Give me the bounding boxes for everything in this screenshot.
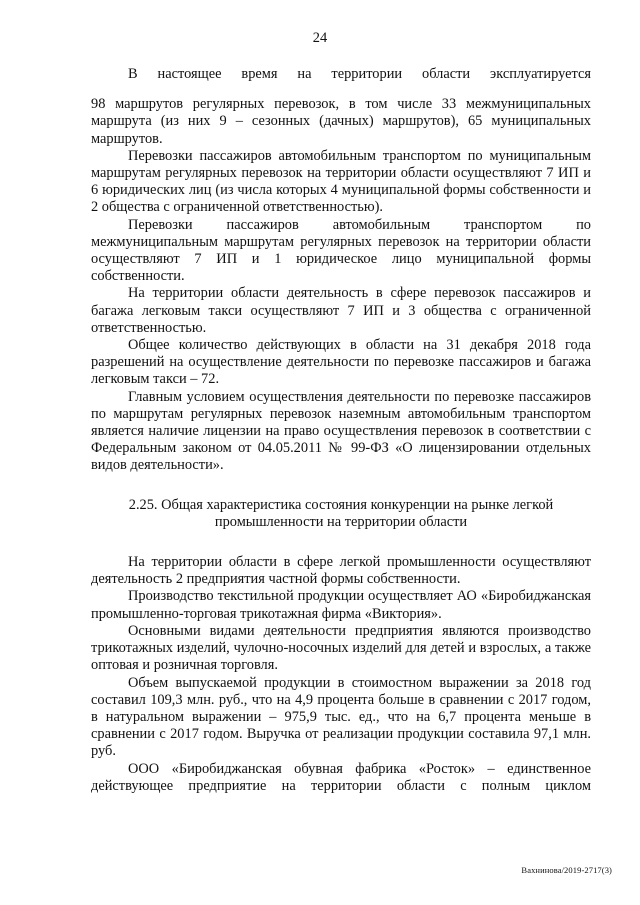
paragraph: 98 маршрутов регулярных перевозок, в том числе 33 межмуниципальных маршрута (из них 9 – сезонных (дачных) маршрутов), 65 муниципальных маршрутов. bbox=[91, 96, 591, 147]
paragraph: Объем выпускаемой продукции в стоимостном выражении за 2018 год составил 109,3 млн. руб., что на 4,9 процента больше в сравнении с 2017 годом, в натуральном выражении – 975,9 тыс. ед., что на 6,7 процента меньше в сравнении с 2017 годом. Выручка от реализации продукции составила 97,1 млн. руб. bbox=[91, 674, 591, 760]
paragraph: Перевозки пассажиров автомобильным транспортом по муниципальным маршрутам регулярных перевозок на территории области осуществляют 7 ИП и 6 юридических лиц (из числа которых 4 муниципальной формы собственности и 2 общества с ограниченной ответственностью). bbox=[91, 147, 591, 216]
paragraph: На территории области в сфере легкой промышленности осуществляют деятельность 2 предприятия частной формы собственности. bbox=[91, 554, 591, 588]
document-body bbox=[91, 66, 591, 795]
paragraph: Общее количество действующих в области на 31 декабря 2018 года разрешений на осуществление деятельности по перевозке пассажиров и багажа легковым такси – 72. bbox=[91, 337, 591, 388]
paragraph: Производство текстильной продукции осуществляет АО «Биробиджанская промышленно-торговая трикотажная фирма «Виктория». bbox=[91, 588, 591, 622]
paragraph: Перевозки пассажиров автомобильным транспортом по межмуниципальным маршрутам регулярных перевозок на территории области осуществляют 7 ИП и 1 юридическое лицо муниципальной формы собственности. bbox=[91, 216, 591, 285]
section-heading bbox=[91, 497, 591, 531]
paragraph: На территории области деятельность в сфере перевозок пассажиров и багажа легковым такси осуществляют 7 ИП и 3 общества с ограниченной ответственностью. bbox=[91, 285, 591, 336]
section-heading-line: промышленности на территории области bbox=[214, 513, 468, 530]
paragraph: Основными видами деятельности предприятия являются производство трикотажных изделий, чулочно-носочных изделий для детей и взрослых, а также оптовая и розничная торговля. bbox=[91, 622, 591, 674]
section-heading-line: 2.25. Общая характеристика состояния конкуренции на рынке легкой bbox=[128, 496, 554, 513]
document-footer-code: Вахнинова/2019-2717(3) bbox=[521, 865, 612, 875]
paragraph: Главным условием осуществления деятельности по перевозке пассажиров по маршрутам регулярных перевозок наземным автомобильным транспортом является наличие лицензии на право осуществления перевозок в соответствии с Федеральным законом от 04.05.2011 № 99-ФЗ «О лицензировании отдельных видов деятельности». bbox=[91, 388, 591, 474]
page-number: 24 bbox=[312, 30, 328, 46]
paragraph: В настоящее время на территории области эксплуатируется bbox=[128, 66, 591, 82]
paragraph: ООО «Биробиджанская обувная фабрика «Росток» – единственное действующее предприятие на территории области с полным циклом bbox=[91, 760, 591, 794]
